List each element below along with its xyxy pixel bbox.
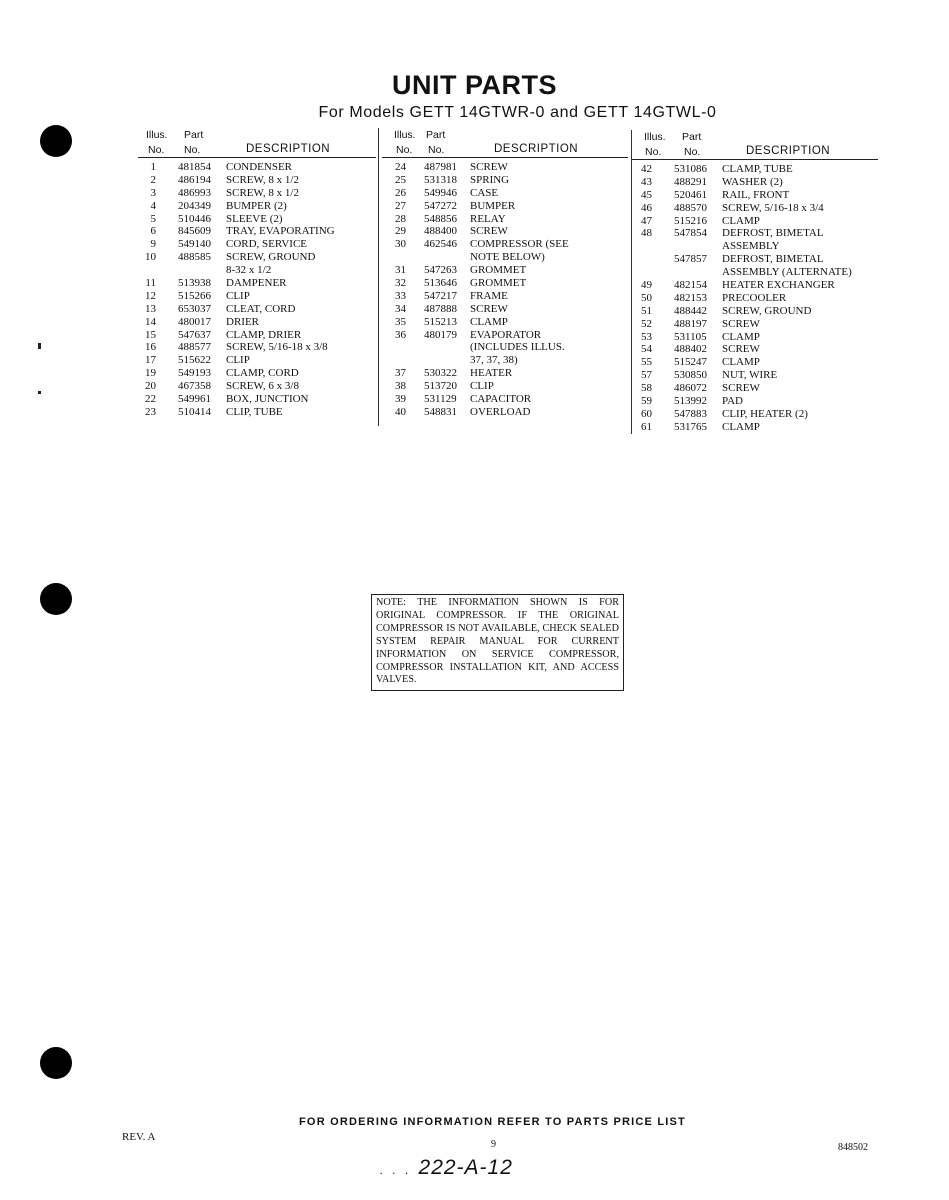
illus-number: 31 [395,264,406,277]
part-row [382,393,630,406]
compressor-note: NOTE: THE INFORMATION SHOWN IS FOR ORIGINAL COMPRESSOR. IF THE ORIGINAL COMPRESSOR IS NOT AVAILABLE, CHECK SEALED SYSTEM REPAIR MANUAL FOR CURRENT INFORMATION ON SERVICE COMPRESSOR, COMPRESSOR INSTALLATION KIT, AND ACCESS VALVES. [371,594,624,691]
part-number: 513720 [424,380,457,393]
part-number: 547854 [674,227,707,240]
illus-number: 3 [150,186,156,199]
illus-number: 11 [145,277,156,290]
part-description: CLAMP [470,315,508,328]
part-description: 8-32 x 1/2 [226,264,272,277]
part-row [382,174,630,187]
column-divider [378,128,379,426]
illus-number: 27 [395,199,406,212]
scan-speck [38,343,41,349]
part-row [640,163,880,176]
part-number: 515216 [674,214,707,227]
part-number: 531129 [424,393,457,406]
part-description: CAPACITOR [470,393,532,406]
part-number: 549961 [178,393,211,406]
part-description: OVERLOAD [470,405,531,418]
part-description: CLAMP [722,214,760,227]
header-no: No. [645,146,662,158]
illus-number: 49 [641,279,652,292]
part-row [640,318,880,331]
part-row [138,380,378,393]
ordering-footer: FOR ORDERING INFORMATION REFER TO PARTS PRICE LIST [299,1116,686,1128]
part-description: SCREW, 8 x 1/2 [226,173,299,186]
illus-number: 10 [145,251,156,264]
part-description: SCREW [722,343,760,356]
part-description: CONDENSER [226,161,293,173]
part-number: 480179 [424,328,457,341]
part-number: 488291 [674,175,707,188]
document-number: 848502 [838,1142,868,1153]
part-description: CLAMP, TUBE [722,163,793,175]
part-number: 530322 [424,367,457,380]
part-description: 37, 37, 38) [470,354,518,367]
part-row [640,331,880,344]
illus-number: 47 [641,214,652,227]
part-row [640,266,880,279]
part-description: DEFROST, BIMETAL [722,227,824,240]
part-description: NUT, WIRE [722,369,778,382]
illus-number: 53 [641,330,652,343]
illus-number: 28 [395,212,406,225]
header-part-no: No. [684,146,701,158]
part-description: EVAPORATOR [470,328,542,341]
header-no: No. [148,144,165,156]
header-rule [382,157,628,158]
column-header [640,130,880,160]
illus-number: 6 [150,225,156,238]
part-number: 487981 [424,161,457,173]
part-number: 482154 [674,279,707,292]
page-number: 9 [491,1139,496,1150]
illus-number: 55 [641,356,652,369]
part-number: 531105 [674,330,707,343]
part-row [640,202,880,215]
part-row [640,356,880,369]
illus-number: 51 [641,304,652,317]
illus-number: 36 [395,328,406,341]
part-row [138,354,378,367]
header-part: Part [682,131,702,143]
part-description: CLIP [470,380,494,393]
part-number: 549140 [178,238,211,251]
header-description: DESCRIPTION [494,143,579,155]
illus-number: 38 [395,380,406,393]
illus-number: 32 [395,277,406,290]
part-number: 488400 [424,225,457,238]
part-number: 548856 [424,212,457,225]
illus-number: 37 [395,367,406,380]
header-illus: Illus. [394,129,416,141]
part-row [382,264,630,277]
part-description: CLAMP [722,420,760,433]
part-description: SCREW, 8 x 1/2 [226,186,299,199]
page-title: UNIT PARTS [392,70,557,100]
illus-number: 52 [641,317,652,330]
part-description: CLIP [226,289,250,302]
part-row [138,406,378,419]
part-row [138,316,378,329]
part-row [640,408,880,421]
illus-number: 43 [641,175,652,188]
illus-number: 29 [395,225,406,238]
part-number: 510446 [178,212,211,225]
part-number: 513992 [674,395,707,408]
illus-number: 24 [395,161,406,173]
part-row [138,238,378,251]
part-row [382,187,630,200]
part-row [138,290,378,303]
revision-label: REV. A [122,1131,156,1143]
part-row [138,161,378,174]
part-number: 513646 [424,277,457,290]
part-row [640,189,880,202]
parts-column-1 [138,128,378,416]
illus-number: 39 [395,393,406,406]
part-number: 547217 [424,289,457,302]
illus-number: 4 [150,199,156,212]
part-description: GROMMET [470,264,527,277]
part-number: 481854 [178,161,211,173]
header-illus: Illus. [644,131,666,143]
part-description: HEATER [470,367,513,380]
binder-hole-top [40,125,72,157]
illus-number: 61 [641,420,652,433]
illus-number: 25 [395,173,406,186]
part-description: CLAMP, DRIER [226,328,302,341]
illus-number: 58 [641,382,652,395]
part-row [640,421,880,434]
parts-column-3 [640,130,880,431]
part-description: SCREW, GROUND [722,304,812,317]
part-description: (INCLUDES ILLUS. [470,341,565,354]
part-row [382,161,630,174]
part-description: BUMPER (2) [226,199,287,212]
part-description: PRECOOLER [722,291,787,304]
parts-rows [138,161,378,419]
part-number: 520461 [674,188,707,201]
part-description: ASSEMBLY (ALTERNATE) [722,266,852,279]
part-description: SCREW [470,225,508,238]
illus-number: 40 [395,405,406,418]
part-description: BOX, JUNCTION [226,393,309,406]
part-row [640,305,880,318]
header-part-no: No. [184,144,201,156]
part-row [382,225,630,238]
part-row [382,200,630,213]
part-number: 204349 [178,199,211,212]
part-number: 531765 [674,420,707,433]
illus-number: 60 [641,407,652,420]
part-row [138,213,378,226]
part-description: RELAY [470,212,506,225]
part-number: 486993 [178,186,211,199]
part-description: SCREW, 5/16-18 x 3/4 [722,201,824,214]
header-description: DESCRIPTION [746,145,831,157]
part-number: 488585 [178,251,211,264]
illus-number: 46 [641,201,652,214]
part-row [138,200,378,213]
part-row [382,238,630,251]
illus-number: 48 [641,227,652,240]
part-description: COMPRESSOR (SEE [470,238,569,251]
part-description: NOTE BELOW) [470,251,545,264]
part-number: 467358 [178,380,211,393]
part-number: 515622 [178,354,211,367]
illus-number: 14 [145,315,156,328]
part-description: PAD [722,395,743,408]
part-row [640,382,880,395]
illus-number: 22 [145,393,156,406]
binder-hole-bottom [40,1047,72,1079]
part-row [382,213,630,226]
illus-number: 26 [395,186,406,199]
header-illus: Illus. [146,129,168,141]
illus-number: 5 [150,212,156,225]
part-row [382,316,630,329]
part-row [138,393,378,406]
part-row [138,303,378,316]
illus-number: 1 [150,161,156,173]
part-row [640,253,880,266]
illus-number: 2 [150,173,156,186]
part-row [138,251,378,264]
part-description: CORD, SERVICE [226,238,308,251]
illus-number: 9 [150,238,156,251]
illus-number: 20 [145,380,156,393]
part-description: FRAME [470,289,508,302]
part-row [382,367,630,380]
part-row [138,367,378,380]
part-description: SCREW [722,382,760,395]
part-description: CLIP [226,354,250,367]
header-rule [632,159,878,160]
part-number: 547857 [674,253,707,266]
illus-number: 17 [145,354,156,367]
header-description: DESCRIPTION [246,143,331,155]
part-row [640,240,880,253]
header-part-no: No. [428,144,445,156]
header-part: Part [184,129,204,141]
handwritten-dots: . . . [380,1163,412,1177]
parts-rows [382,161,630,419]
part-row [382,303,630,316]
part-number: 462546 [424,238,457,251]
parts-rows [640,163,880,434]
part-description: BUMPER [470,199,516,212]
illus-number: 16 [145,341,156,354]
part-row [640,215,880,228]
part-number: 531086 [674,163,707,175]
part-row [138,225,378,238]
part-description: GROMMET [470,277,527,290]
part-description: CLAMP [722,356,760,369]
part-number: 487888 [424,302,457,315]
illus-number: 57 [641,369,652,382]
part-row [382,290,630,303]
part-description: CLIP, TUBE [226,405,283,418]
part-number: 482153 [674,291,707,304]
part-number: 530850 [674,369,707,382]
part-description: SCREW, 5/16-18 x 3/8 [226,341,328,354]
part-number: 547637 [178,328,211,341]
illus-number: 12 [145,289,156,302]
header-rule [138,157,376,158]
part-row [382,380,630,393]
column-header [138,128,378,158]
part-description: DEFROST, BIMETAL [722,253,824,266]
part-number: 486072 [674,382,707,395]
part-description: CLAMP [722,330,760,343]
part-number: 531318 [424,173,457,186]
part-row [382,329,630,342]
illus-number: 23 [145,405,156,418]
part-row [138,187,378,200]
illus-number: 30 [395,238,406,251]
part-number: 488197 [674,317,707,330]
part-number: 547263 [424,264,457,277]
part-row [382,406,630,419]
part-number: 549946 [424,186,457,199]
part-row [640,279,880,292]
part-row [382,251,630,264]
part-number: 488442 [674,304,707,317]
part-description: SLEEVE (2) [226,212,283,225]
part-number: 515247 [674,356,707,369]
part-description: SCREW, 6 x 3/8 [226,380,299,393]
part-row [138,264,378,277]
illus-number: 50 [641,291,652,304]
part-row [640,227,880,240]
part-row [138,329,378,342]
part-description: CLAMP, CORD [226,367,299,380]
parts-column-2 [382,128,630,416]
part-description: SCREW [470,161,508,173]
part-description: TRAY, EVAPORATING [226,225,335,238]
part-description: WASHER (2) [722,175,783,188]
part-number: 488402 [674,343,707,356]
part-row [640,343,880,356]
part-description: SCREW [470,302,508,315]
illus-number: 19 [145,367,156,380]
part-row [138,174,378,187]
part-number: 510414 [178,405,211,418]
part-description: SCREW, GROUND [226,251,316,264]
part-description: RAIL, FRONT [722,188,790,201]
part-description: ASSEMBLY [722,240,780,253]
part-row [640,292,880,305]
part-number: 549193 [178,367,211,380]
part-number: 547883 [674,407,707,420]
header-no: No. [396,144,413,156]
part-row [640,369,880,382]
part-description: CLIP, HEATER (2) [722,407,808,420]
part-row [382,277,630,290]
part-row [138,277,378,290]
part-row [138,341,378,354]
illus-number: 13 [145,302,156,315]
part-description: SCREW [722,317,760,330]
part-number: 513938 [178,277,211,290]
part-number: 548831 [424,405,457,418]
part-row [640,176,880,189]
part-number: 515266 [178,289,211,302]
part-description: CASE [470,186,499,199]
column-divider [631,130,632,434]
illus-number: 42 [641,163,652,175]
header-part: Part [426,129,446,141]
illus-number: 34 [395,302,406,315]
part-number: 480017 [178,315,211,328]
handwritten-annotation [380,1156,513,1180]
part-number: 488577 [178,341,211,354]
part-number: 547272 [424,199,457,212]
illus-number: 45 [641,188,652,201]
illus-number: 54 [641,343,652,356]
part-description: CLEAT, CORD [226,302,296,315]
illus-number: 59 [641,395,652,408]
part-description: SPRING [470,173,510,186]
scan-speck [38,391,41,394]
illus-number: 15 [145,328,156,341]
illus-number: 35 [395,315,406,328]
part-description: HEATER EXCHANGER [722,279,835,292]
part-row [640,395,880,408]
page-subtitle: For Models GETT 14GTWR-0 and GETT 14GTWL-0 [318,104,717,121]
part-number: 488570 [674,201,707,214]
part-number: 845609 [178,225,211,238]
part-description: DRIER [226,315,259,328]
part-number: 653037 [178,302,211,315]
part-number: 515213 [424,315,457,328]
column-header [382,128,630,158]
part-number: 486194 [178,173,211,186]
binder-hole-middle [40,583,72,615]
part-description: DAMPENER [226,277,287,290]
handwritten-code: 222-A-12 [418,1156,513,1179]
part-row [382,341,630,354]
illus-number: 33 [395,289,406,302]
part-row [382,354,630,367]
